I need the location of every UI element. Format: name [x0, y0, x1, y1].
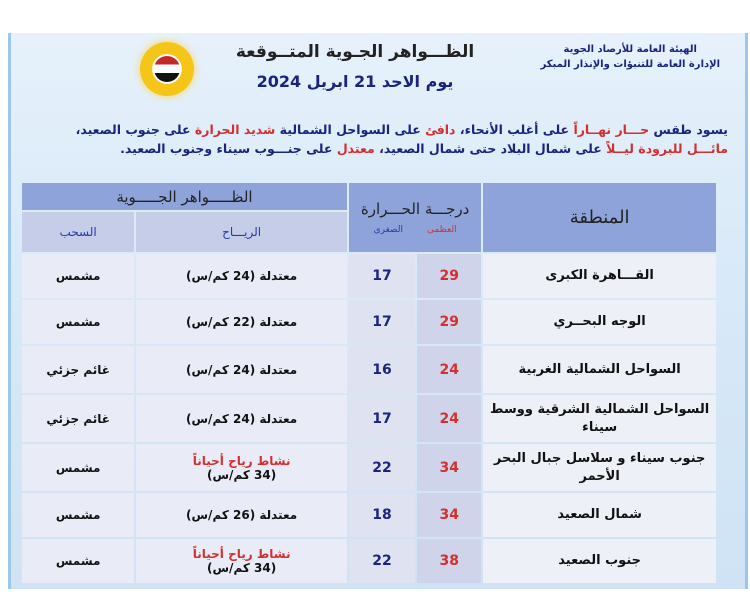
- wind-cell: معتدلة (26 كم/س): [136, 493, 347, 537]
- phenomena-header: الظـــــواهر الجـــــوية: [22, 183, 347, 210]
- wind-cell: نشاط رياح أحياناً (34 كم/س): [136, 444, 347, 491]
- clouds-header: السحب: [22, 212, 134, 252]
- region-cell: السواحل الشمالية الشرقية ووسط سيناء: [483, 395, 716, 442]
- table-row: [22, 493, 716, 537]
- clouds-cell: غائم جزئي: [22, 395, 134, 442]
- table-row: [22, 254, 716, 298]
- region-cell: السواحل الشمالية الغربية: [483, 346, 716, 393]
- ema-logo: [140, 42, 194, 96]
- wind-cell: معتدلة (24 كم/س): [136, 395, 347, 442]
- max-temp-cell: 34: [417, 493, 481, 537]
- wind-cell: نشاط رياح أحياناً (34 كم/س): [136, 539, 347, 583]
- min-temp-cell: 16: [349, 346, 415, 393]
- max-temp-cell: 24: [417, 346, 481, 393]
- organization-name: [541, 42, 721, 72]
- max-temp-cell: 24: [417, 395, 481, 442]
- table-row: [22, 395, 716, 442]
- max-temp-cell: 34: [417, 444, 481, 491]
- region-cell: جنوب الصعيد: [483, 539, 716, 583]
- max-header: العظمى: [426, 224, 457, 235]
- wind-cell: معتدلة (22 كم/س): [136, 300, 347, 344]
- min-temp-cell: 17: [349, 254, 415, 298]
- clouds-cell: غائم جزئي: [22, 346, 134, 393]
- wind-cell: معتدلة (24 كم/س): [136, 254, 347, 298]
- forecast-date: يوم الاحد 21 ابريل 2024: [256, 72, 454, 91]
- min-temp-cell: 17: [349, 300, 415, 344]
- max-temp-cell: 29: [417, 254, 481, 298]
- region-cell: القـــاهرة الكبرى: [483, 254, 716, 298]
- max-temp-cell: 38: [417, 539, 481, 583]
- org-line-1: الهيئة العامة للأرصاد الجوية: [563, 44, 697, 55]
- min-header: الصغرى: [373, 224, 403, 235]
- org-line-2: الإدارة العامة للتنبؤات والإنذار المبكر: [540, 59, 720, 70]
- table-row: [22, 539, 716, 583]
- forecast-table: [20, 181, 718, 585]
- clouds-cell: مشمس: [22, 300, 134, 344]
- clouds-cell: مشمس: [22, 539, 134, 583]
- region-header: المنطقة: [483, 183, 716, 252]
- clouds-cell: مشمس: [22, 444, 134, 491]
- min-temp-cell: 22: [349, 539, 415, 583]
- forecast-summary: يسود طقس حـــار نهــاراً على أغلب الأنحاء، دافئ على السواحل الشمالية شديد الحرارة على جنوب الصعيد، مائـــل للبرودة ليــلاً على شمال البلاد حتى شمال الصعيد، معتدل على جنـــوب سيناء وجنوب الصعيد.: [75, 122, 728, 156]
- region-cell: شمال الصعيد: [483, 493, 716, 537]
- wind-cell: معتدلة (24 كم/س): [136, 346, 347, 393]
- clouds-cell: مشمس: [22, 493, 134, 537]
- page-title: الظـــواهر الجـوية المتــوقعة: [235, 42, 475, 62]
- clouds-cell: مشمس: [22, 254, 134, 298]
- table-row: [22, 300, 716, 344]
- region-cell: الوجه البحــري: [483, 300, 716, 344]
- table-row: [22, 346, 716, 393]
- table-row: [22, 444, 716, 491]
- min-temp-cell: 22: [349, 444, 415, 491]
- wind-header: الريـــاح: [136, 212, 347, 252]
- min-temp-cell: 18: [349, 493, 415, 537]
- temperature-header: درجـــة الحـــرارة العظمىالصغرى: [349, 183, 481, 252]
- min-temp-cell: 17: [349, 395, 415, 442]
- region-cell: جنوب سيناء و سلاسل جبال البحر الأحمر: [483, 444, 716, 491]
- max-temp-cell: 29: [417, 300, 481, 344]
